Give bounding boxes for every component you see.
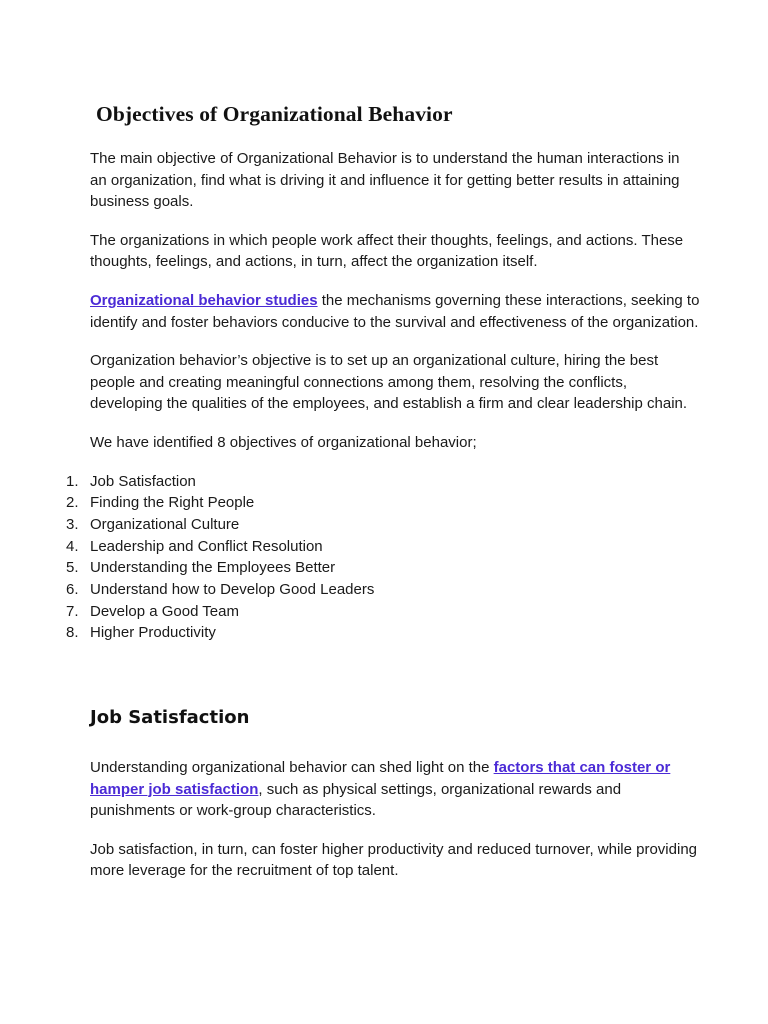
studies-paragraph xyxy=(90,290,700,333)
organizations-paragraph: The organizations in which people work affect their thoughts, feelings, and actions. These thoughts, feelings, and actions, in turn, affect the organization itself. xyxy=(90,231,684,271)
list-item xyxy=(66,579,700,601)
list-item-number: 4. xyxy=(66,537,79,555)
list-item-number: 3. xyxy=(66,515,79,533)
list-item-label: Organizational Culture xyxy=(90,515,240,533)
list-item-label: Leadership and Conflict Resolution xyxy=(90,537,323,555)
list-item xyxy=(66,471,700,493)
list-item xyxy=(66,557,700,579)
list-item xyxy=(66,622,700,644)
list-item xyxy=(66,514,700,536)
list-item-number: 7. xyxy=(66,602,79,620)
list-item-label: Understand how to Develop Good Leaders xyxy=(90,581,375,599)
list-item-number: 5. xyxy=(66,559,79,577)
organizational-behavior-studies-link[interactable]: Organizational behavior studies xyxy=(90,291,318,309)
list-item-number: 6. xyxy=(66,581,79,599)
intro-paragraph: The main objective of Organizational Behavior is to understand the human interactions in an organization, find what is driving it and influence it for getting better results in attaining business goals. xyxy=(90,150,680,211)
list-item-number: 1. xyxy=(66,472,79,490)
job-satisfaction-section xyxy=(90,757,700,882)
document-title: Objectives of Organizational Behavior xyxy=(96,102,453,126)
list-item-label: Finding the Right People xyxy=(90,494,255,512)
factors-job-satisfaction-link[interactable]: factors that can foster or hamper job satisfaction xyxy=(90,759,671,798)
job-satisfaction-paragraph xyxy=(90,757,700,822)
list-item xyxy=(66,536,700,558)
list-item-label: Develop a Good Team xyxy=(90,602,239,620)
list-item-label: Understanding the Employees Better xyxy=(90,559,336,577)
objectives-list xyxy=(66,471,700,645)
list-item-label: Job Satisfaction xyxy=(90,472,196,490)
studies-paragraph-text: the mechanisms governing these interactions, seeking to identify and foster behaviors conducive to the survival and effectiveness of the organization. xyxy=(90,291,700,331)
list-item xyxy=(66,601,700,623)
objectives-intro-paragraph: We have identified 8 objectives of organizational behavior; xyxy=(90,433,477,451)
list-item-number: 8. xyxy=(66,624,79,642)
list-item-label: Higher Productivity xyxy=(90,624,216,642)
document-body xyxy=(66,148,700,644)
list-item-number: 2. xyxy=(66,494,79,512)
job-satisfaction-heading: Job Satisfaction xyxy=(90,707,250,728)
list-item xyxy=(66,492,700,514)
job-satisfaction-text-after: , such as physical settings, organizational rewards and punishments or work-group characteristics. xyxy=(90,780,622,820)
productivity-paragraph: Job satisfaction, in turn, can foster higher productivity and reduced turnover, while providing more leverage for the recruitment of top talent. xyxy=(90,840,698,880)
objective-paragraph: Organization behavior’s objective is to set up an organizational culture, hiring the best people and creating meaningful connections among them, resolving the conflicts, developing the qualities of the employees, and establish a firm and clear leadership chain. xyxy=(90,352,688,413)
job-satisfaction-text-before: Understanding organizational behavior can shed light on the xyxy=(90,759,494,776)
